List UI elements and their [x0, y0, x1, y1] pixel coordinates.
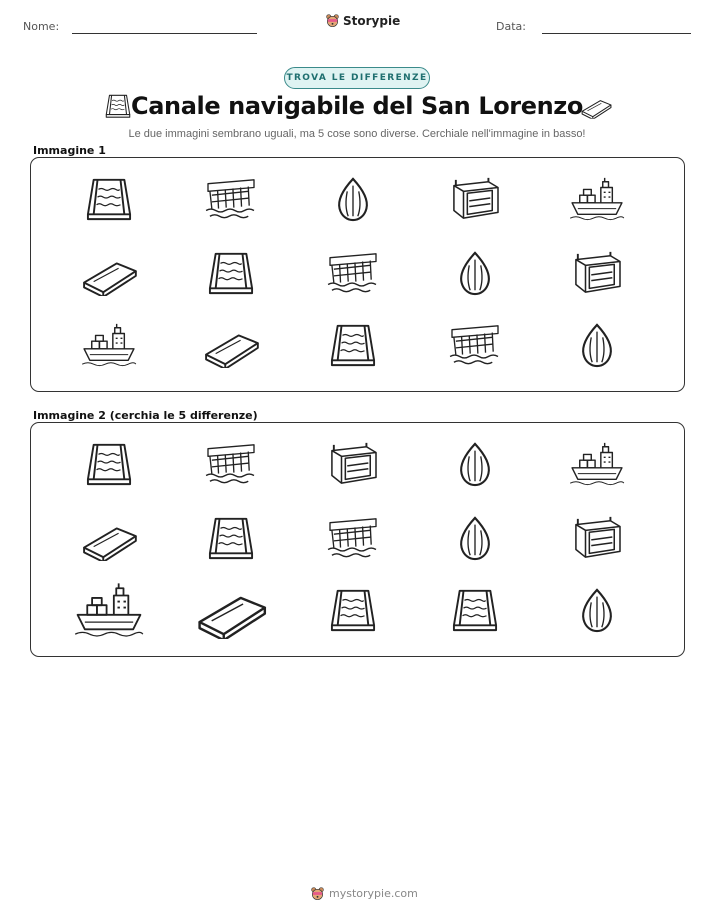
- seed-icon[interactable]: [444, 441, 506, 487]
- dam-icon[interactable]: [200, 441, 262, 487]
- dam-icon: [322, 250, 384, 296]
- lock-channel-icon[interactable]: [322, 587, 384, 633]
- gold-bar-icon[interactable]: [78, 515, 140, 561]
- brand-logo: [325, 13, 400, 28]
- lock-channel-icon: [322, 322, 384, 368]
- image2-panel[interactable]: [30, 422, 685, 657]
- ship-icon[interactable]: [566, 441, 628, 487]
- page-title: Canale navigabile del San Lorenzo: [131, 92, 583, 120]
- image1-panel: [30, 157, 685, 392]
- image2-label: Immagine 2 (cerchia le 5 differenze): [33, 409, 258, 422]
- dam-icon[interactable]: [322, 515, 384, 561]
- lock-gate-icon[interactable]: [322, 441, 384, 487]
- ship-icon: [78, 322, 140, 368]
- ship-icon: [566, 176, 628, 222]
- dam-icon: [200, 176, 262, 222]
- footer: [310, 886, 418, 901]
- lock-channel-icon: [200, 250, 262, 296]
- gold-bar-icon[interactable]: [194, 581, 268, 639]
- bear-icon: [310, 886, 325, 901]
- date-line[interactable]: [542, 33, 691, 34]
- lock-channel-icon[interactable]: [78, 441, 140, 487]
- seed-icon: [566, 322, 628, 368]
- lock-gate-icon: [444, 176, 506, 222]
- gold-bar-icon: [200, 322, 262, 368]
- dam-icon: [444, 322, 506, 368]
- date-label: Data:: [496, 20, 526, 33]
- footer-url: mystorypie.com: [329, 887, 418, 900]
- lock-gate-icon[interactable]: [566, 515, 628, 561]
- instructions: Le due immagini sembrano uguali, ma 5 cose sono diverse. Cerchiale nell'immagine in basso!: [128, 128, 586, 140]
- lock-channel-icon[interactable]: [200, 515, 262, 561]
- seed-icon: [322, 176, 384, 222]
- brand-name: Storypie: [343, 13, 401, 28]
- gold-bar-icon: [580, 93, 612, 119]
- seed-icon[interactable]: [566, 587, 628, 633]
- gold-bar-icon: [78, 250, 140, 296]
- name-label: Nome:: [23, 20, 60, 33]
- lock-gate-icon: [566, 250, 628, 296]
- name-line[interactable]: [72, 33, 257, 34]
- bear-icon: [325, 13, 340, 28]
- lock-channel-icon: [78, 176, 140, 222]
- seed-icon: [444, 250, 506, 296]
- seed-icon[interactable]: [444, 515, 506, 561]
- image1-label: Immagine 1: [33, 144, 106, 157]
- activity-badge: TROVA LE DIFFERENZE: [284, 67, 430, 89]
- lock-channel-icon[interactable]: [444, 587, 506, 633]
- ship-icon[interactable]: [72, 581, 146, 639]
